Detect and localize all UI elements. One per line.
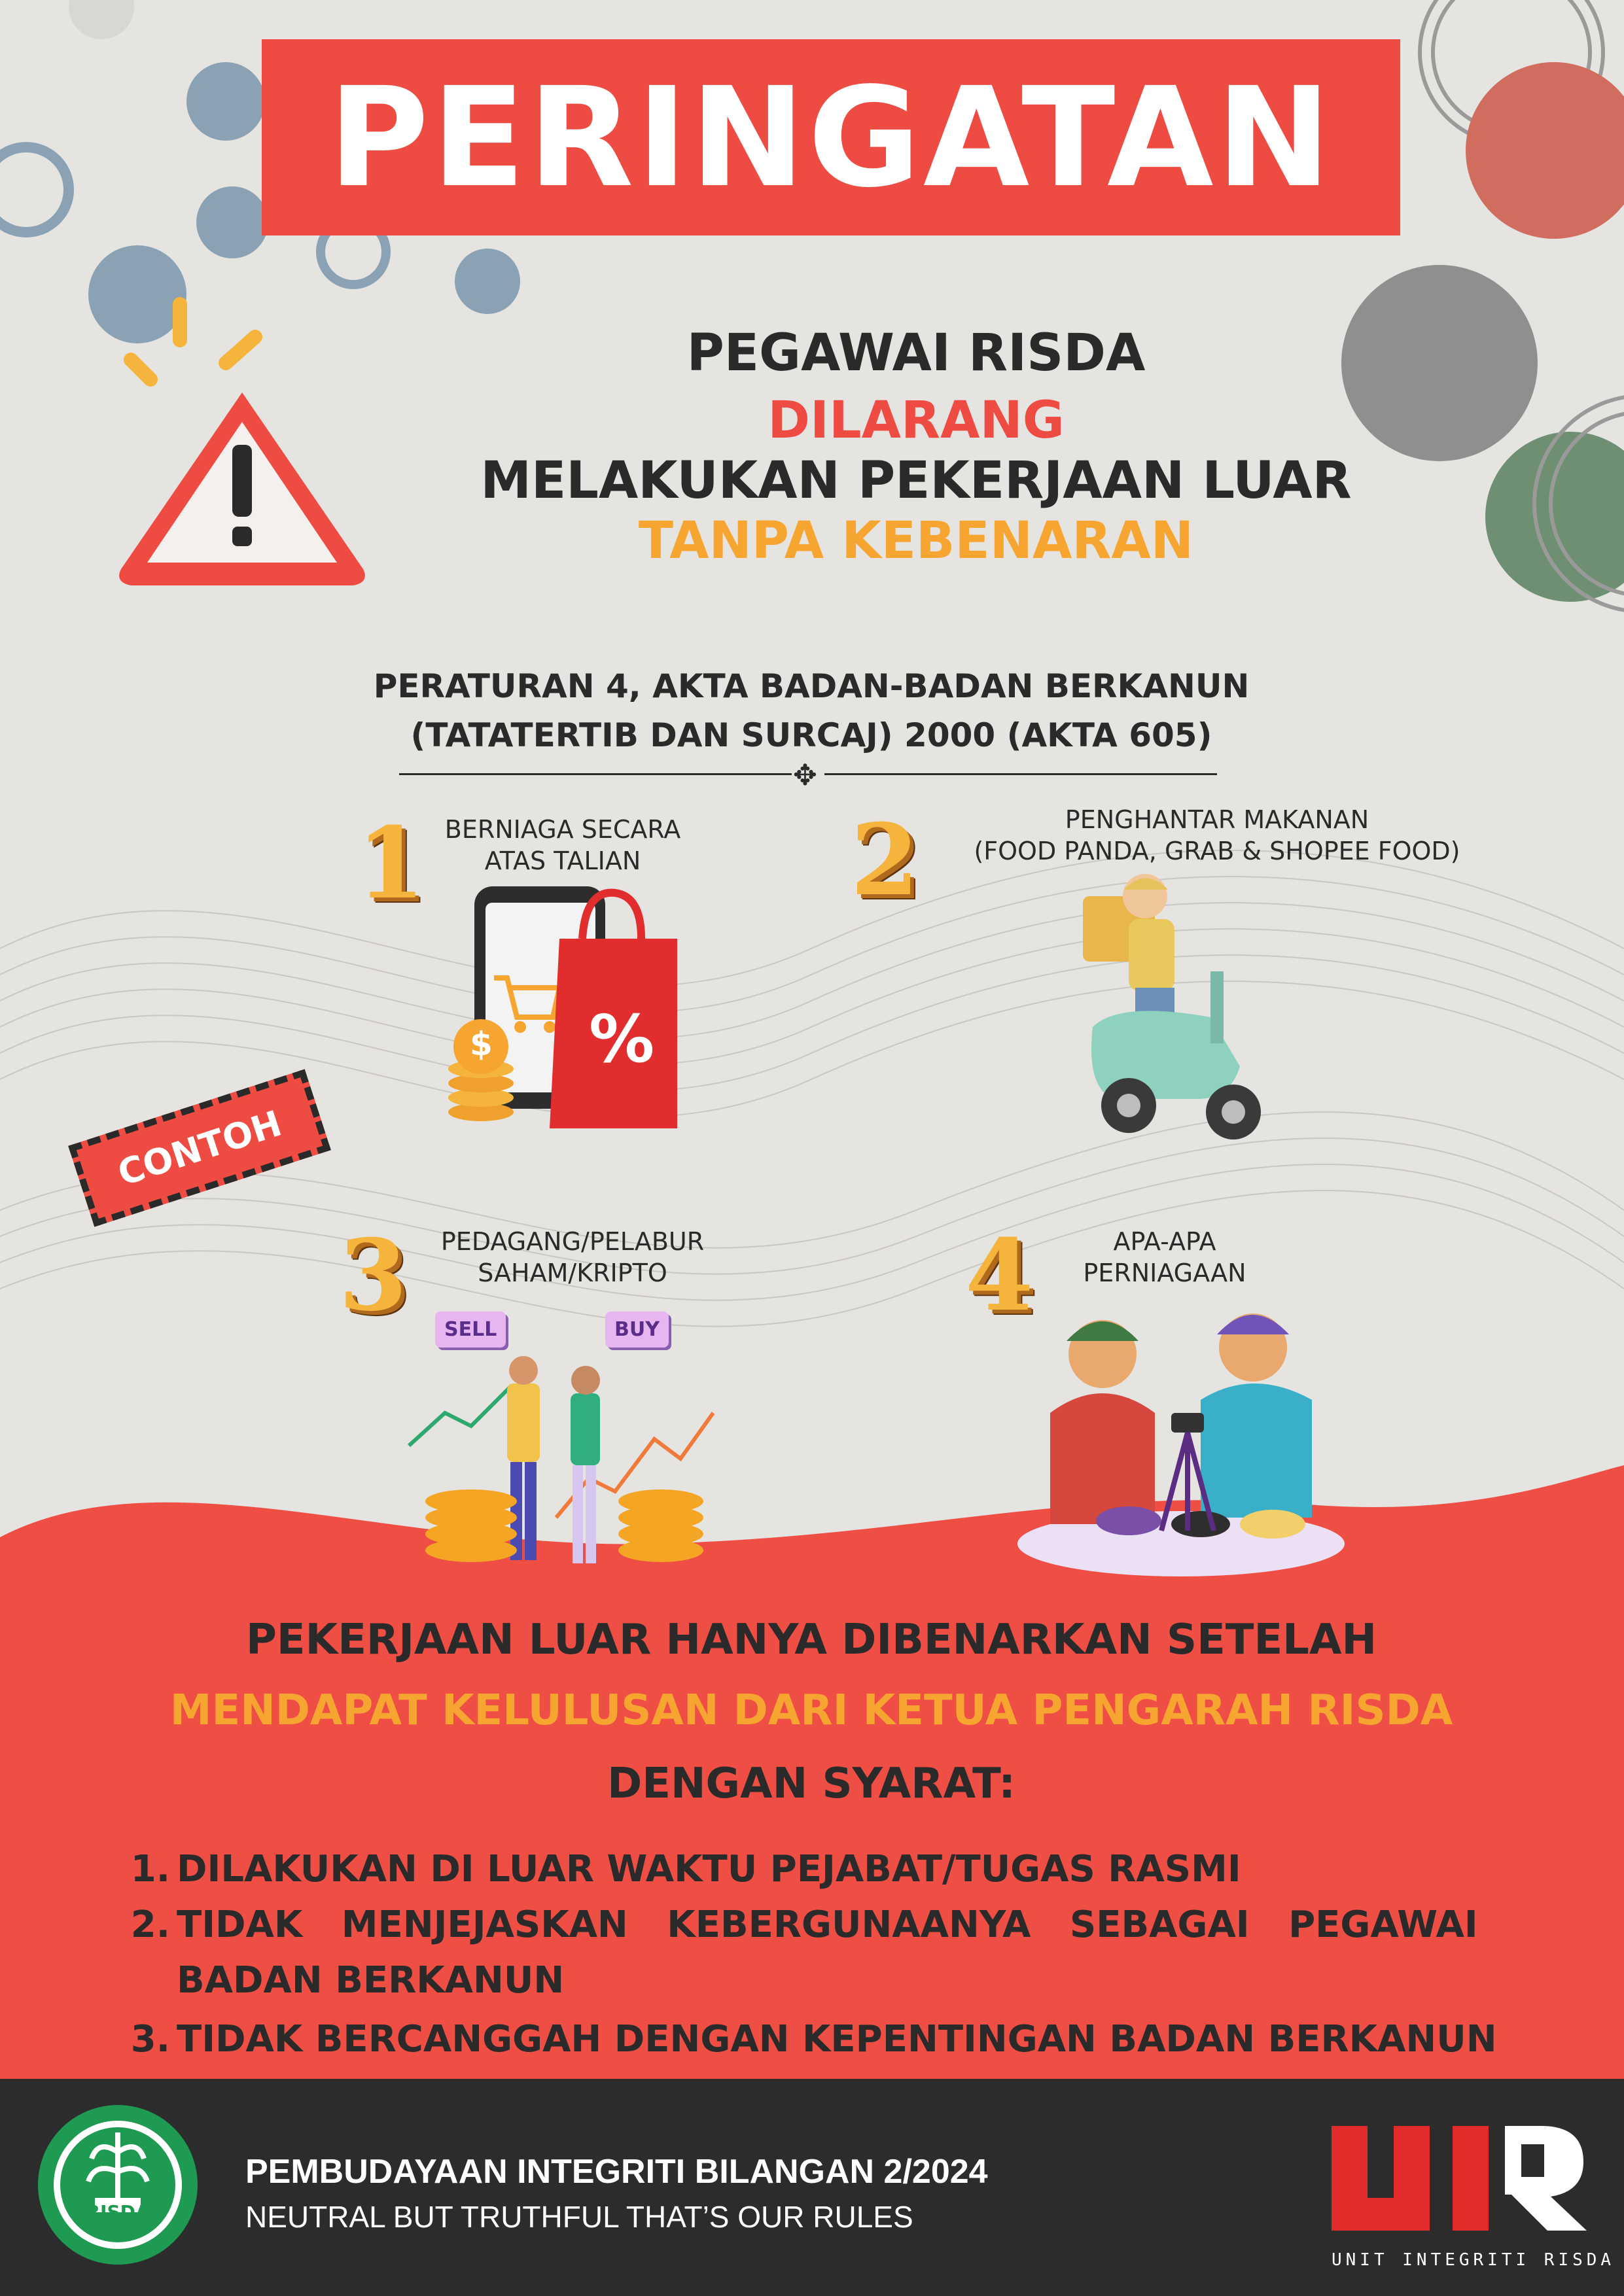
stock-trader-illustration [406,1354,720,1576]
approval-line-1: PEKERJAAN LUAR HANYA DIBENARKAN SETELAH [245,1616,1377,1664]
condition-1-text: DILAKUKAN DI LUAR WAKTU PEJABAT/TUGAS RASMI [177,1848,1241,1890]
example-4-label [1027,1226,1302,1289]
approval-line-3: DENGAN SYARAT: [607,1760,1015,1808]
buy-button-graphic: BUY [605,1312,669,1348]
sell-button-graphic: SELL [435,1312,506,1348]
example-1-label [406,814,720,877]
condition-2-number: 2. [130,1904,170,1946]
risda-logo-text: RISDA [86,2201,150,2223]
headline-line-3: MELAKUKAN PEKERJAAN LUAR [480,451,1352,510]
online-shopping-illustration [445,877,694,1138]
uir-logo [1332,2126,1593,2244]
page-title: PERINGATAN [328,57,1334,218]
divider-left [399,773,792,775]
regulation-line-1: PERATURAN 4, AKTA BADAN-BADAN BERKANUN [373,667,1250,705]
food-delivery-rider-illustration [1067,870,1302,1145]
headline-line-2: DILARANG [768,391,1065,450]
example-3-number: 3 [339,1218,408,1333]
example-4-line-2: PERNIAGAAN [1083,1258,1246,1287]
example-4-number: 4 [965,1218,1034,1333]
regulation-line-2: (TATATERTIB DAN SURCAJ) 2000 (AKTA 605) [410,716,1212,754]
uir-logo-caption: UNIT INTEGRITI RISDA [1332,2250,1615,2270]
business-owners-illustration [1011,1302,1351,1576]
footer-tagline: NEUTRAL BUT TRUTHFUL THAT’S OUR RULES [245,2200,913,2234]
example-3-label [399,1226,746,1289]
condition-3 [118,2018,1610,2061]
example-2-line-2: (FOOD PANDA, GRAB & SHOPEE FOOD) [974,836,1460,865]
dollar-sign: $ [470,1025,493,1063]
percent-sign: % [589,1001,655,1077]
headline-line-1: PEGAWAI RISDA [686,324,1146,383]
condition-2 [118,1904,1610,1946]
example-1-line-2: ATAS TALIAN [484,846,641,875]
risda-logo [33,2100,203,2270]
example-3-line-1: PEDAGANG/PELABUR [440,1227,705,1256]
example-2-label [916,805,1518,867]
condition-3-number: 3. [130,2018,170,2061]
condition-2-text: TIDAK MENJEJASKAN KEBERGUNAANYA SEBAGAI PEGAWAI [177,1904,1478,1946]
example-1-line-1: BERNIAGA SECARA [444,815,681,844]
divider-ornament-icon: ✥ [793,759,817,792]
condition-2-continued: BADAN BERKANUN [177,1959,565,2002]
condition-3-text: TIDAK BERCANGGAH DENGAN KEPENTINGAN BADAN BERKANUN [177,2018,1497,2061]
approval-line-2: MENDAPAT KELULUSAN DARI KETUA PENGARAH RISDA [169,1686,1453,1735]
example-badge: CONTOH [68,1069,331,1226]
example-4-line-1: APA-APA [1113,1227,1216,1256]
headline-line-4: TANPA KEBENARAN [638,512,1194,570]
example-3-line-2: SAHAM/KRIPTO [478,1258,667,1287]
divider-right [824,773,1217,775]
example-2-line-1: PENGHANTAR MAKANAN [1065,805,1369,834]
condition-1-number: 1. [130,1848,170,1890]
condition-1 [118,1848,1610,1890]
footer-title: PEMBUDAYAAN INTEGRITI BILANGAN 2/2024 [245,2153,988,2191]
example-2-number: 2 [851,803,919,918]
example-1-number: 1 [357,806,425,921]
